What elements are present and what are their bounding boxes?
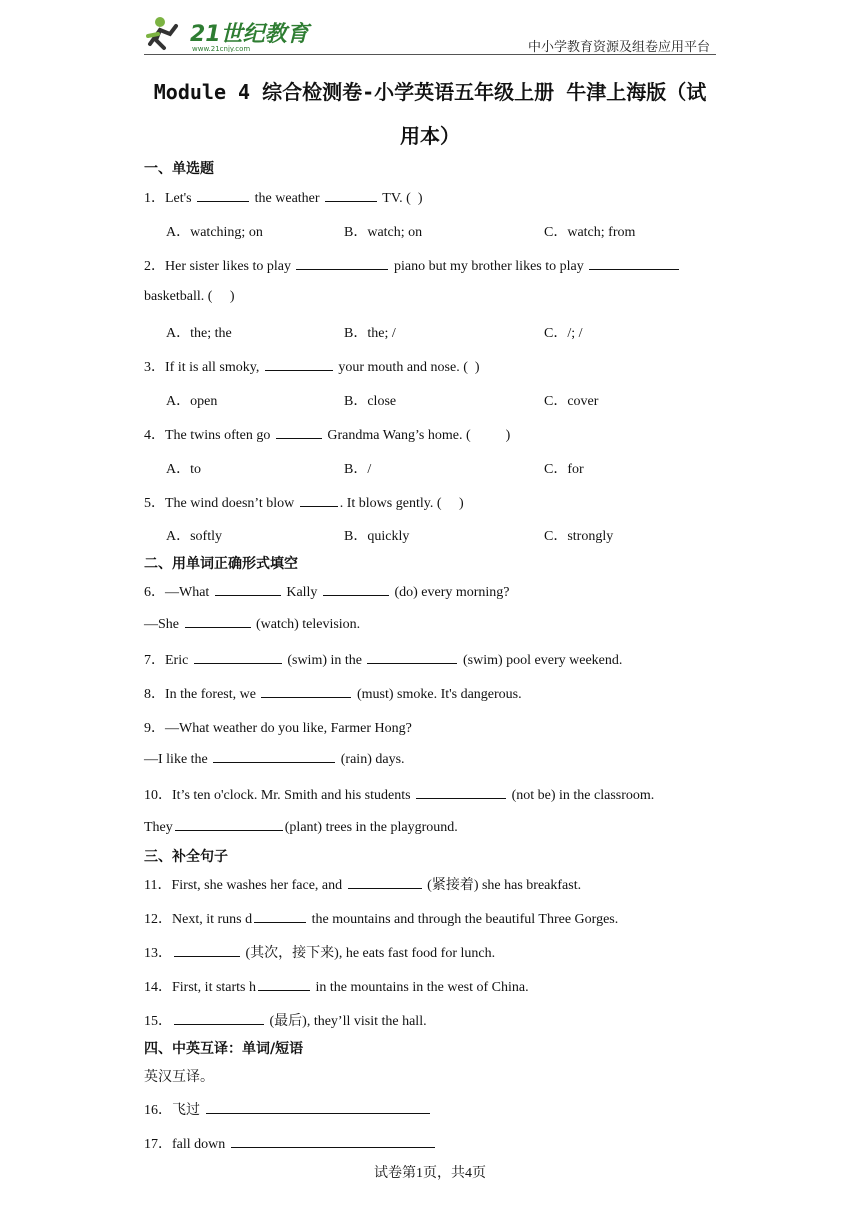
option-c: C．cover: [544, 394, 599, 409]
question-10-cont: They (plant) trees in the playground.: [144, 820, 458, 835]
answer-blank[interactable]: [185, 615, 251, 628]
answer-blank[interactable]: [175, 818, 283, 831]
answer-blank[interactable]: [300, 494, 338, 507]
logo-url: www.21cnjy.com: [192, 45, 251, 52]
answer-blank[interactable]: [174, 944, 240, 957]
question-2: 2．Her sister likes to play piano but my brother likes to play: [144, 255, 681, 275]
question-2-cont: basketball. ( ): [144, 289, 235, 304]
answer-blank[interactable]: [589, 257, 679, 270]
option-c: C．watch; from: [544, 225, 636, 240]
answer-blank[interactable]: [197, 189, 249, 202]
question-3: 3．If it is all smoky, your mouth and nose. ( ): [144, 360, 480, 375]
answer-blank[interactable]: [323, 583, 389, 596]
question-7: 7．Eric (swim) in the (swim) pool every weekend.: [144, 653, 623, 668]
answer-blank[interactable]: [348, 876, 422, 889]
option-a: A．the; the: [166, 326, 232, 341]
question-13: 13． (其次，接下来), he eats fast food for lunch.: [144, 946, 496, 961]
section-heading: 一、单选题: [144, 161, 214, 177]
question-17: 17．fall down: [144, 1133, 437, 1153]
answer-blank[interactable]: [296, 257, 388, 270]
question-5: 5．The wind doesn’t blow . It blows gently. ( ): [144, 496, 464, 511]
answer-blank[interactable]: [194, 651, 282, 664]
question-9-cont: —I like the (rain) days.: [144, 752, 405, 767]
page-footer: 试卷第1页，共4页: [374, 1166, 486, 1181]
question-12: 12．Next, it runs d the mountains and through the beautiful Three Gorges.: [144, 912, 619, 927]
section-heading: 四、中英互译：单词/短语: [144, 1041, 304, 1057]
option-a: A．softly: [166, 529, 222, 544]
question-16: 16．飞过: [144, 1099, 432, 1119]
question-6: 6．—What Kally (do) every morning?: [144, 585, 510, 600]
answer-blank[interactable]: [416, 786, 506, 799]
answer-blank[interactable]: [174, 1012, 264, 1025]
answer-blank[interactable]: [213, 750, 335, 763]
question-6-cont: —She (watch) television.: [144, 617, 361, 632]
option-c: C．strongly: [544, 529, 614, 544]
question-15: 15． (最后), they’ll visit the hall.: [144, 1014, 427, 1029]
option-a: A．open: [166, 394, 218, 409]
answer-blank[interactable]: [261, 685, 351, 698]
answer-blank[interactable]: [231, 1135, 435, 1148]
answer-blank[interactable]: [276, 426, 322, 439]
question-8: 8．In the forest, we (must) smoke. It's dangerous.: [144, 687, 522, 702]
title-line-2: 用本）: [400, 124, 460, 148]
answer-blank[interactable]: [206, 1101, 430, 1114]
option-b: B．quickly: [344, 529, 410, 544]
answer-blank[interactable]: [258, 978, 310, 991]
option-b: B．the; /: [344, 326, 396, 341]
logo-text: 21世纪教育: [190, 22, 309, 47]
section-heading: 二、用单词正确形式填空: [144, 556, 298, 572]
section-intro: 英汉互译。: [144, 1070, 214, 1085]
question-11: 11．First, she washes her face, and (紧接着) she has breakfast.: [144, 878, 582, 893]
option-b: B．close: [344, 394, 397, 409]
title-line-1: Module 4 综合检测卷-小学英语五年级上册 牛津上海版（试: [153, 80, 707, 104]
site-logo: [146, 14, 316, 52]
question-4: 4．The twins often go Grandma Wang’s home. ( ): [144, 428, 511, 443]
question-1: 1．Let's the weather TV. ( ): [144, 191, 423, 206]
answer-blank[interactable]: [325, 189, 377, 202]
option-c: C．/; /: [544, 326, 583, 341]
answer-blank[interactable]: [254, 910, 306, 923]
option-a: A．to: [166, 462, 201, 477]
page-title: [144, 70, 716, 158]
question-14: 14．First, it starts h in the mountains in the west of China.: [144, 980, 529, 995]
question-10: 10．It’s ten o'clock. Mr. Smith and his students (not be) in the classroom.: [144, 788, 655, 803]
header-divider: [144, 54, 716, 55]
runner-icon: [148, 17, 176, 48]
platform-name: 中小学教育资源及组卷应用平台: [527, 39, 710, 54]
answer-blank[interactable]: [367, 651, 457, 664]
option-b: B．/: [344, 462, 372, 477]
answer-blank[interactable]: [215, 583, 281, 596]
section-heading: 三、补全句子: [144, 849, 228, 865]
question-9: 9．—What weather do you like, Farmer Hong?: [144, 721, 412, 736]
answer-blank[interactable]: [265, 358, 333, 371]
option-a: A．watching; on: [166, 225, 263, 240]
option-c: C．for: [544, 462, 584, 477]
option-b: B．watch; on: [344, 225, 423, 240]
